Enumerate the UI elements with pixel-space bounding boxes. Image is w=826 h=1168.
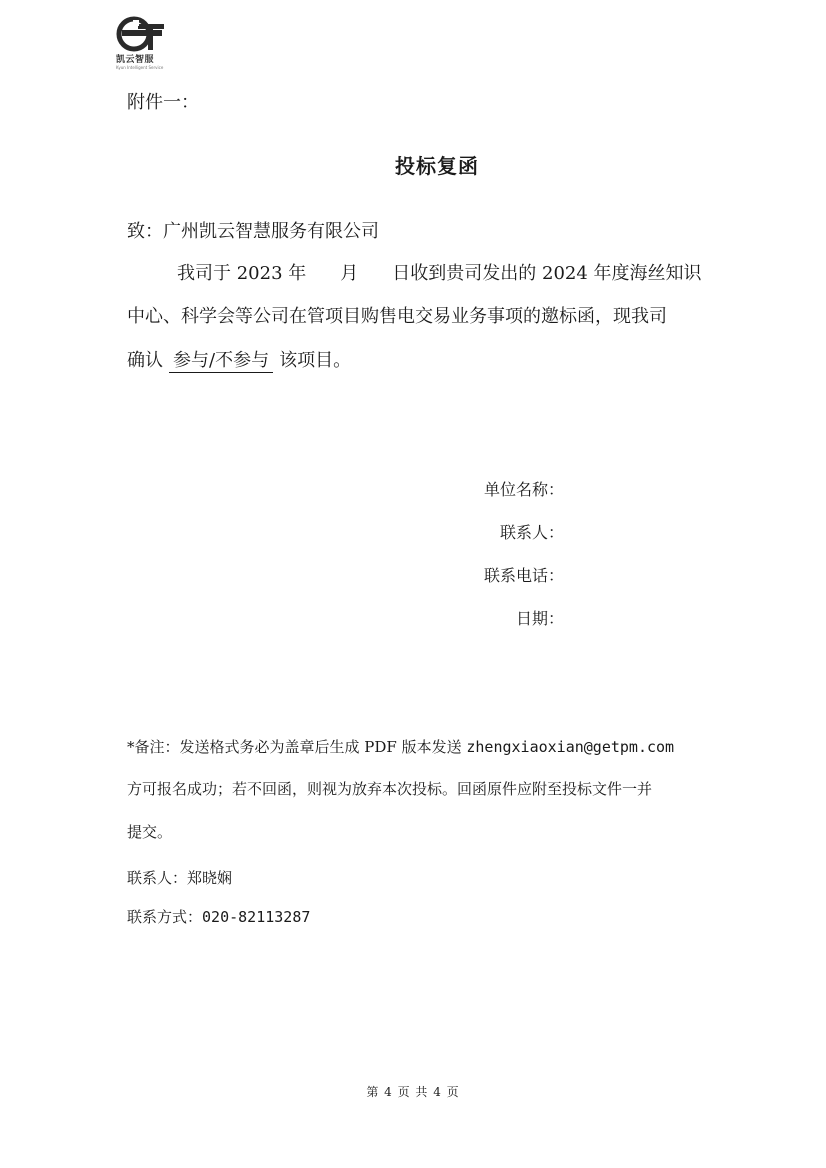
contact-phone-number: 020-82113287 bbox=[202, 908, 311, 926]
contact-person-label-text: 联系人： bbox=[127, 869, 188, 887]
contact-phone-label: 联系电话： bbox=[483, 566, 564, 585]
body-line-1-prefix: 我司于 2023 年 bbox=[177, 263, 307, 284]
salutation: 致：广州凯云智慧服务有限公司 bbox=[127, 221, 379, 242]
body-line-3 bbox=[127, 346, 351, 373]
note-line-1 bbox=[127, 736, 674, 757]
body-line-2: 中心、科学会等公司在管项目购售电交易业务事项的邀标函，现我司 bbox=[127, 306, 667, 327]
page-title: 投标复函 bbox=[395, 154, 479, 178]
logo-name: 凯云智服 Kyun Intelligent Service bbox=[116, 55, 164, 70]
date-label: 日期： bbox=[515, 609, 564, 628]
page-footer: 第 4 页 共 4 页 bbox=[366, 1085, 460, 1099]
note-prefix: *备注：发送格式务必为盖章后生成 PDF 版本发送 bbox=[127, 738, 462, 756]
note-line-3: 提交。 bbox=[127, 823, 173, 841]
note-line-2: 方可报名成功；若不回函，则视为放弃本次投标。回函原件应附至投标文件一并 bbox=[127, 780, 653, 798]
contact-person bbox=[127, 867, 232, 888]
attachment-label: 附件一： bbox=[127, 92, 199, 113]
body-line-1 bbox=[177, 259, 702, 285]
contact-method bbox=[127, 906, 310, 927]
body-line-1-month: 月 bbox=[340, 263, 359, 284]
participation-choice: 参与/不参与 bbox=[169, 350, 273, 373]
body-line-1-suffix: 日收到贵司发出的 2024 年度海丝知识 bbox=[392, 263, 702, 284]
body-line-3-prefix: 确认 bbox=[127, 350, 163, 371]
contact-method-label: 联系方式： bbox=[127, 908, 203, 926]
contact-person-label: 联系人： bbox=[499, 523, 564, 542]
unit-name-label: 单位名称： bbox=[483, 480, 564, 499]
contact-person-name: 郑晓娴 bbox=[187, 869, 233, 887]
body-line-3-suffix: 该项目。 bbox=[279, 350, 352, 371]
contact-email: zhengxiaoxian@getpm.com bbox=[466, 738, 675, 756]
